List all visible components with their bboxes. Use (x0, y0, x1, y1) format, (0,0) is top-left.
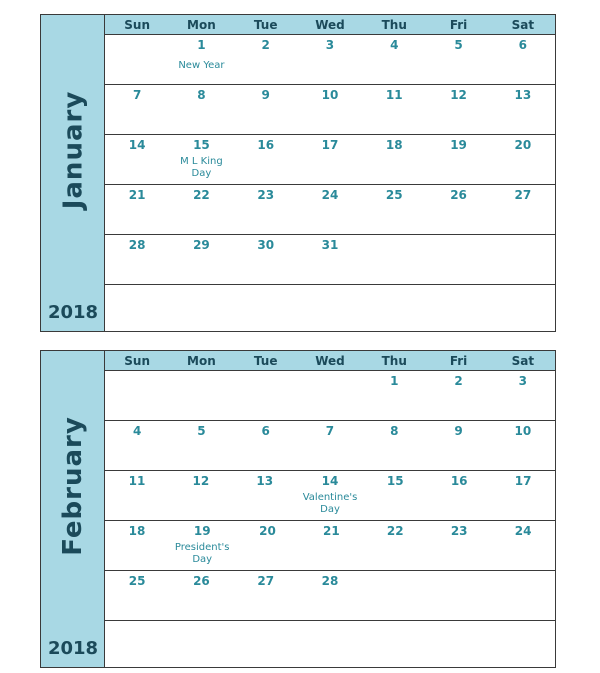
weekday-label: Mon (187, 18, 216, 32)
year-label: 2018 (47, 302, 99, 323)
day-cell (298, 421, 362, 470)
day-number: 31 (321, 238, 339, 252)
day-number: 11 (128, 474, 146, 488)
day-cell (491, 85, 555, 134)
month-sidebar (41, 351, 105, 667)
day-cell (298, 571, 362, 620)
day-cell (233, 471, 297, 520)
day-cell (491, 35, 555, 84)
week-row (105, 285, 555, 333)
day-number: 22 (386, 524, 404, 538)
day-number: 11 (385, 88, 403, 102)
day-number: 30 (257, 238, 275, 252)
day-cell (298, 185, 362, 234)
day-cell (299, 521, 363, 570)
day-cell (169, 235, 233, 284)
holiday-label: New Year (178, 60, 225, 71)
day-number: 23 (450, 524, 468, 538)
day-cell (298, 285, 362, 333)
day-number: 10 (514, 424, 532, 438)
weekday-label: Wed (315, 354, 345, 368)
day-number: 4 (132, 424, 142, 438)
day-number: 23 (257, 188, 275, 202)
day-cell (105, 421, 169, 470)
day-number: 19 (193, 524, 211, 538)
day-cell (491, 471, 555, 520)
day-cell (427, 471, 491, 520)
weekday-label: Sun (124, 354, 150, 368)
day-cell (491, 135, 555, 184)
day-number: 20 (259, 524, 276, 538)
weekday-header (105, 15, 555, 35)
day-number: 7 (132, 88, 142, 102)
day-cell (491, 235, 555, 284)
day-number: 9 (454, 424, 463, 438)
day-cell (234, 421, 298, 470)
day-cell (234, 35, 298, 84)
day-number: 14 (321, 474, 339, 488)
weekday-label: Sat (511, 354, 535, 368)
day-number: 22 (193, 188, 210, 202)
day-cell (426, 135, 490, 184)
day-number: 25 (128, 574, 146, 588)
weekday-label: Tue (253, 18, 278, 32)
day-cell (234, 621, 298, 669)
day-cell (105, 471, 169, 520)
day-cell (491, 571, 555, 620)
calendar-january (40, 14, 556, 332)
weekday-label: Sun (124, 18, 150, 32)
day-number: 9 (261, 88, 270, 102)
weekday-label: Wed (315, 18, 345, 32)
day-cell (426, 285, 490, 333)
day-number: 8 (390, 424, 399, 438)
day-cell (426, 35, 490, 84)
day-number: 16 (450, 474, 468, 488)
day-cell (105, 285, 169, 333)
day-number: 17 (321, 138, 339, 152)
week-row (105, 185, 555, 235)
weekday-label: Thu (381, 18, 407, 32)
day-cell (297, 471, 364, 520)
week-row (105, 571, 555, 621)
week-row (105, 621, 555, 669)
day-number: 25 (385, 188, 403, 202)
day-number: 18 (385, 138, 403, 152)
day-cell (426, 185, 490, 234)
day-cell (236, 521, 300, 570)
day-cell (491, 421, 555, 470)
day-cell (362, 421, 426, 470)
day-cell (298, 135, 362, 184)
day-cell (105, 235, 169, 284)
calendar-grid (105, 351, 555, 667)
day-cell (491, 185, 555, 234)
day-number: 24 (321, 188, 339, 202)
weekday-label: Sat (511, 18, 535, 32)
holiday-label: M L King Day (180, 156, 223, 179)
week-row (105, 235, 555, 285)
day-cell (362, 185, 426, 234)
day-cell (298, 35, 362, 84)
day-number: 18 (128, 524, 146, 538)
day-number: 14 (128, 138, 146, 152)
day-cell (169, 421, 233, 470)
day-cell (234, 371, 298, 420)
day-cell (234, 285, 298, 333)
day-cell (169, 621, 233, 669)
day-cell (426, 421, 490, 470)
day-cell (491, 285, 555, 333)
week-row (105, 471, 555, 521)
day-cell (426, 235, 490, 284)
week-row (105, 521, 555, 571)
day-number: 10 (321, 88, 339, 102)
day-number: 28 (321, 574, 339, 588)
weekday-label: Mon (187, 354, 216, 368)
day-number: 15 (386, 474, 404, 488)
day-number: 8 (197, 88, 206, 102)
day-cell (426, 85, 490, 134)
day-cell (427, 521, 491, 570)
week-row (105, 85, 555, 135)
calendar-grid (105, 15, 555, 331)
week-row (105, 135, 555, 185)
day-cell (298, 85, 362, 134)
day-cell (426, 621, 490, 669)
day-number: 29 (193, 238, 210, 252)
day-cell (298, 621, 362, 669)
day-cell (169, 135, 233, 184)
day-number: 20 (514, 138, 532, 152)
day-cell (105, 521, 169, 570)
day-number: 7 (325, 424, 335, 438)
year-label: 2018 (47, 638, 99, 659)
day-cell (169, 521, 236, 570)
weekday-label: Tue (253, 354, 278, 368)
weekday-header (105, 351, 555, 371)
day-cell (426, 371, 490, 420)
day-cell (234, 571, 298, 620)
day-number: 28 (128, 238, 146, 252)
day-cell (491, 521, 555, 570)
day-number: 2 (454, 374, 463, 388)
day-cell (363, 471, 427, 520)
day-cell (362, 285, 426, 333)
day-cell (105, 185, 169, 234)
month-title: February (58, 416, 89, 556)
holiday-label: President's Day (174, 542, 230, 565)
day-cell (105, 371, 169, 420)
day-number: 27 (514, 188, 532, 202)
day-number: 26 (450, 188, 467, 202)
weekday-label: Fri (449, 354, 468, 368)
day-number: 12 (192, 474, 210, 488)
day-number: 21 (128, 188, 146, 202)
day-number: 2 (261, 38, 270, 52)
day-cell (362, 235, 426, 284)
day-cell (105, 85, 169, 134)
holiday-label: Valentine's Day (302, 492, 358, 515)
day-cell (491, 621, 555, 669)
day-cell (491, 371, 555, 420)
day-cell (234, 135, 298, 184)
day-cell (298, 371, 362, 420)
day-cell (105, 571, 169, 620)
day-number: 27 (257, 574, 275, 588)
day-cell (426, 571, 490, 620)
day-cell (362, 135, 426, 184)
day-cell (105, 135, 169, 184)
weekday-label: Fri (449, 18, 468, 32)
day-number: 3 (518, 374, 527, 388)
day-cell (169, 571, 233, 620)
day-cell (362, 571, 426, 620)
day-cell (169, 471, 233, 520)
day-number: 13 (256, 474, 274, 488)
day-number: 5 (197, 424, 206, 438)
day-number: 5 (454, 38, 463, 52)
day-cell (105, 621, 169, 669)
week-row (105, 35, 555, 85)
day-cell (105, 35, 169, 84)
day-cell (169, 85, 233, 134)
month-title: January (58, 90, 88, 210)
day-number: 6 (518, 38, 527, 52)
day-number: 16 (257, 138, 275, 152)
day-cell (363, 521, 427, 570)
day-number: 13 (514, 88, 532, 102)
day-cell (234, 185, 298, 234)
week-row (105, 371, 555, 421)
weekday-label: Thu (381, 354, 407, 368)
day-number: 21 (323, 524, 340, 538)
calendar-february (40, 350, 556, 668)
day-cell (169, 285, 233, 333)
day-number: 1 (197, 38, 206, 52)
day-cell (362, 371, 426, 420)
day-number: 26 (193, 574, 210, 588)
day-cell (234, 235, 298, 284)
day-cell (362, 621, 426, 669)
day-number: 4 (390, 38, 399, 52)
day-number: 3 (325, 38, 335, 52)
day-cell (362, 85, 426, 134)
day-number: 15 (193, 138, 210, 152)
day-cell (362, 35, 426, 84)
day-number: 24 (514, 524, 532, 538)
day-cell (169, 185, 233, 234)
day-cell (234, 85, 298, 134)
week-row (105, 421, 555, 471)
day-cell (169, 371, 233, 420)
day-number: 6 (261, 424, 270, 438)
day-number: 12 (450, 88, 467, 102)
month-sidebar (41, 15, 105, 331)
day-number: 19 (450, 138, 467, 152)
day-cell (298, 235, 362, 284)
day-number: 1 (390, 374, 399, 388)
day-cell (169, 35, 233, 84)
day-number: 17 (514, 474, 532, 488)
